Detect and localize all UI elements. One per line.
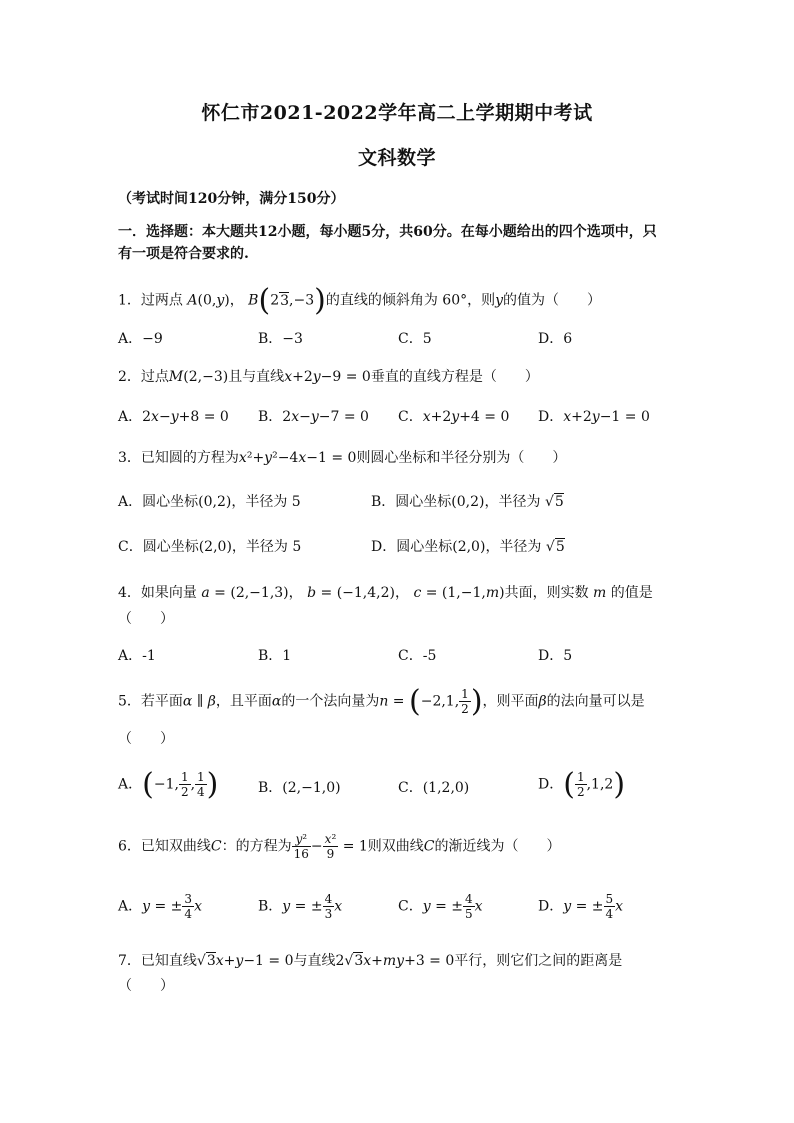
section-heading-line2: 有一项是符合要求的. (118, 246, 249, 262)
q6-option-c: C．y = ± $\frac{4}{5}$ x (398, 892, 483, 921)
q6-option-a: A．y = ± $\frac{3}{4}$ x (118, 892, 202, 921)
q4-option-d: D．5 (538, 648, 573, 664)
q2-option-a: A．2x−y+8 = 0 (118, 409, 229, 425)
q4-option-a: A．-1 (118, 648, 156, 664)
q6-option-b: B．y = ± $\frac{4}{3}$ x (258, 892, 343, 921)
exam-subtitle: 文科数学 (357, 147, 436, 169)
q1-option-b: B．−3 (258, 331, 303, 347)
question-5: 5．若平面α ∥ β，且平面α的一个法向量为n = (−2,1, $\frac{1}{2}$ )，则平面β的法向量可以是 (118, 684, 645, 719)
exam-title: 怀仁市2021-2022学年高二上学期期中考试 (201, 102, 593, 124)
q5-option-c: C．(1,2,0) (398, 780, 470, 796)
q2-option-d: D．x+2y−1 = 0 (538, 409, 650, 425)
question-2: 2．过点M(2,−3)且与直线x+2y−9 = 0垂直的直线方程是（ ） (118, 369, 539, 385)
question-3: 3．已知圆的方程为x²+y²−4x−1 = 0则圆心坐标和半径分别为（ ） (118, 450, 567, 466)
q1-option-a: A．−9 (118, 331, 163, 347)
exam-note: （考试时间120分钟，满分150分） (118, 191, 345, 207)
q4-option-b: B．1 (258, 648, 292, 664)
q1-option-d: D．6 (538, 331, 573, 347)
q4-paren: （ ） (118, 611, 174, 627)
q5-option-b: B．(2,−1,0) (258, 780, 341, 796)
question-7: 7．已知直线√3x+y−1 = 0与直线2√3x+my+3 = 0平行，则它们之间的距离是 (118, 953, 623, 969)
q5-option-a: A．(−1, $\frac{1}{2}$ , $\frac{1}{4}$ ) (118, 767, 219, 802)
question-6: 6．已知双曲线C：的方程为 $\frac{\text{y²}}{16}$ − $\frac{\text{x²}}{9}$ = 1则双曲线C的渐近线为（ ） (118, 832, 561, 861)
question-1: 1．过两点 A(0,y)， B(23,−3)的直线的倾斜角为 60°，则y的值为（ ） (118, 283, 602, 318)
section-heading-line1: 一．选择题：本大题共12小题，每小题5分，共60分。在每小题给出的四个选项中，只 (118, 224, 657, 240)
q7-paren: （ ） (118, 978, 174, 994)
q6-option-d: D．y = ± $\frac{5}{4}$ x (538, 892, 624, 921)
q5-paren: （ ） (118, 731, 174, 747)
q1-num: 1．过两点 (118, 292, 183, 309)
q3-option-b: B．圆心坐标(0,2)，半径为 √5 (371, 494, 564, 510)
q2-option-b: B．2x−y−7 = 0 (258, 409, 369, 425)
question-4: 4．如果向量 a = (2,−1,3)， b = (−1,4,2)， c = (1,−1,m)共面，则实数 m 的值是 (118, 585, 653, 601)
q5-option-d: D．( $\frac{1}{2}$ ,1,2) (538, 767, 626, 802)
q1-option-c: C．5 (398, 331, 432, 347)
q3-option-c: C．圆心坐标(2,0)，半径为 5 (118, 539, 302, 555)
q2-option-c: C．x+2y+4 = 0 (398, 409, 510, 425)
q4-option-c: C．-5 (398, 648, 437, 664)
q3-option-d: D．圆心坐标(2,0)，半径为 √5 (371, 539, 565, 555)
q3-option-a: A．圆心坐标(0,2)，半径为 5 (118, 494, 301, 510)
